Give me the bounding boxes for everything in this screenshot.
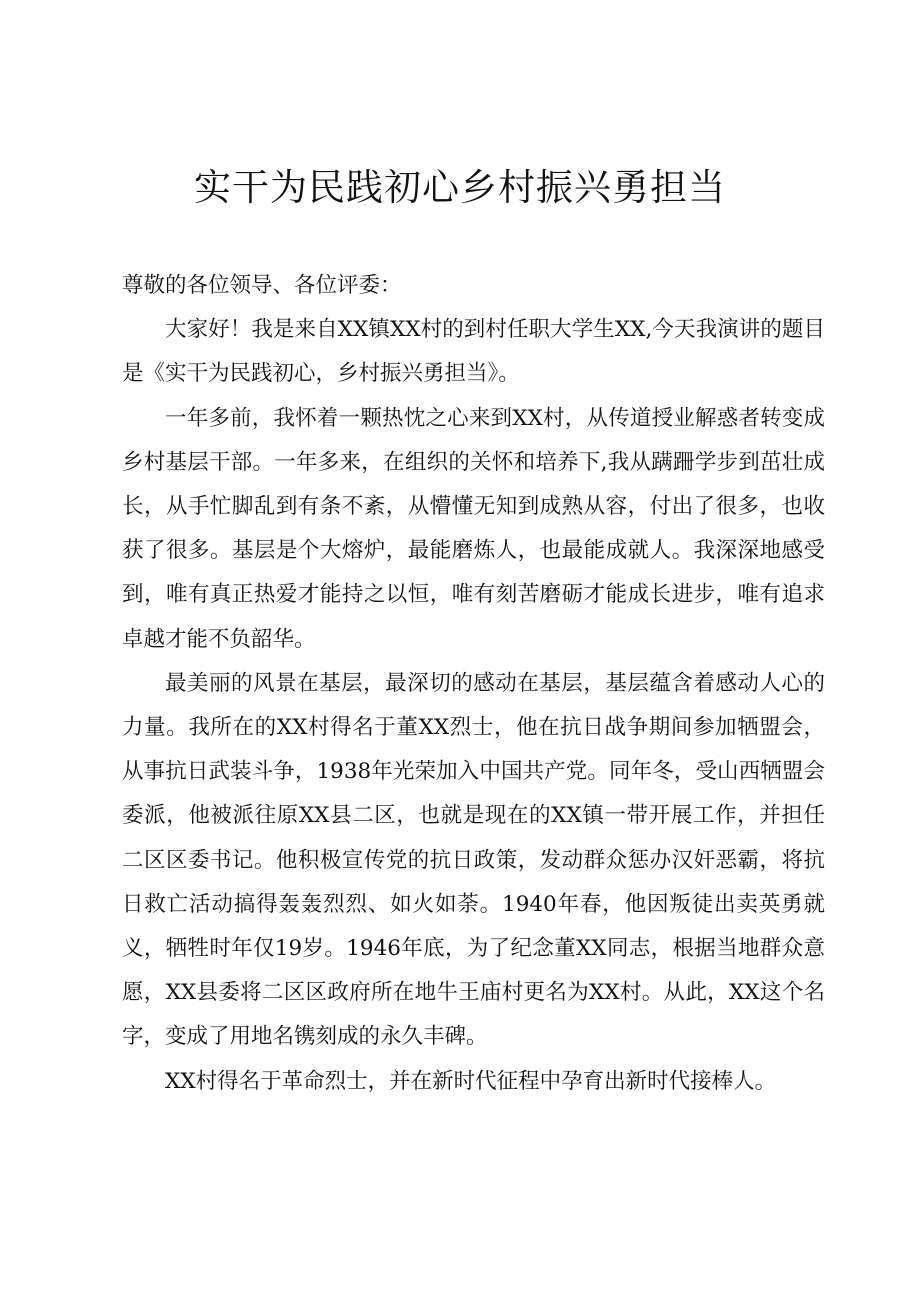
document-body [122,264,825,1104]
paragraph-new-era: XX村得名于革命烈士，并在新时代征程中孕育出新时代接棒人。 [165,1068,777,1094]
paragraph-village-history: 最美丽的风景在基层，最深切的感动在基层，基层蕴含着感动人心的力量。我所在的XX村得名于董XX烈士，他在抗日战争期间参加牺盟会，从事抗日武装斗争，1938年光荣加入中国共产党。同年冬，受山西牺盟会委派，他被派往原XX县二区，也就是现在的XX镇一带开展工作，并担任二区区委书记。他积极宣传党的抗日政策，发动群众惩办汉奸恶霸，将抗日救亡活动搞得轰轰烈烈、如火如荼。1940年春，他因叛徒出卖英勇就义，牺牲时年仅19岁。1946年底，为了纪念董XX同志，根据当地群众意愿，XX县委将二区区政府所在地牛王庙村更名为XX村。从此，XX这个名字，变成了用地名镌刻成的永久丰碑。 [122,670,825,1050]
paragraph-greeting: 大家好！我是来自XX镇XX村的到村任职大学生XX,今天我演讲的题目是《实干为民践初心，乡村振兴勇担当》。 [122,317,825,387]
document-title: 实干为民践初心乡村振兴勇担当 [194,166,726,209]
salutation: 尊敬的各位领导、各位评委： [122,273,402,298]
paragraph-experience: 一年多前，我怀着一颗热忱之心来到XX村，从传道授业解惑者转变成乡村基层干部。一年多来，在组织的关怀和培养下,我从蹒跚学步到茁壮成长，从手忙脚乱到有条不紊，从懵懂无知到成熟从容，付出了很多，也收获了很多。基层是个大熔炉，最能磨炼人，也最能成就人。我深深地感受到，唯有真正热爱才能持之以恒，唯有刻苦磨砺才能成长进步，唯有追求卓越才能不负韶华。 [122,405,825,652]
